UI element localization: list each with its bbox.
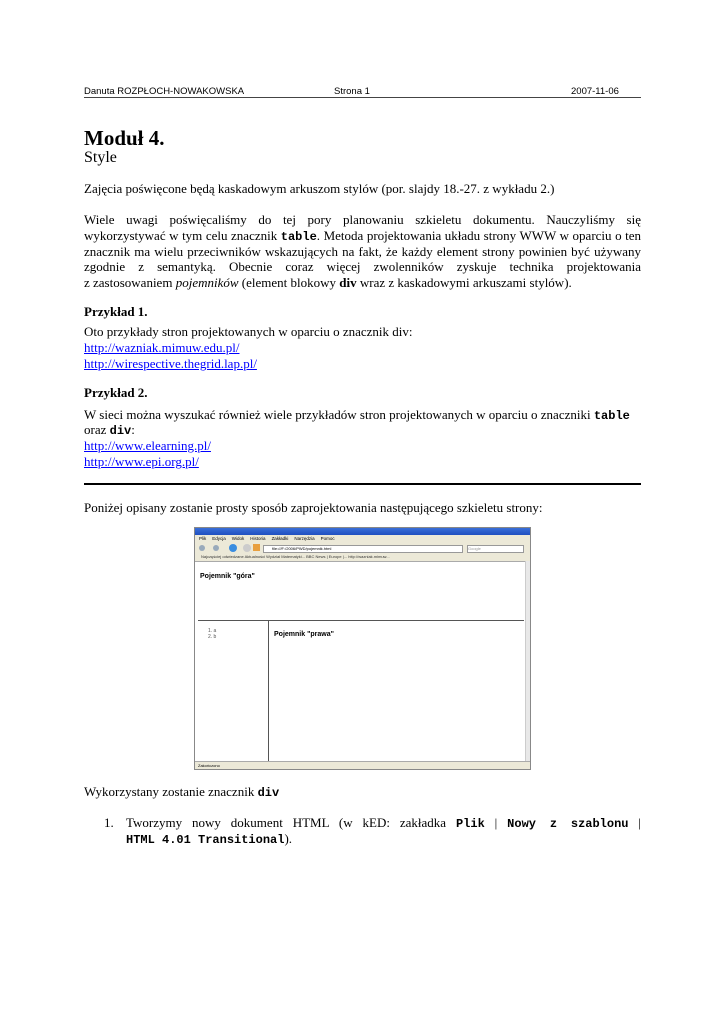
header-author: Danuta ROZPŁOCH-NOWAKOWSKA bbox=[84, 86, 245, 97]
example-2-heading: Przykład 2. bbox=[84, 385, 148, 400]
below-text: Poniżej opisany zostanie prosty sposób zaprojektowania następującego szkieletu strony: bbox=[84, 500, 543, 515]
container-left-list: 1. a 2. b bbox=[208, 628, 217, 640]
page-subtitle: Style bbox=[84, 149, 117, 166]
screenshot-search: Google bbox=[467, 545, 524, 553]
link-elearning[interactable]: http://www.elearning.pl/ bbox=[84, 438, 211, 453]
step-number: 1. bbox=[104, 815, 114, 830]
container-top-label: Pojemnik "góra" bbox=[200, 573, 255, 580]
back-icon bbox=[199, 545, 205, 551]
link-wirespective[interactable]: http://wirespective.thegrid.lap.pl/ bbox=[84, 356, 257, 371]
screenshot-navbar bbox=[195, 543, 530, 553]
screenshot-bookmarks: Najczęściej odwiedzane Aktualności Wydział Matematyki... BBC News | Europe |... http://wazniak.mimuw... bbox=[195, 553, 530, 562]
stop-icon bbox=[243, 544, 251, 552]
header-rule bbox=[84, 97, 641, 98]
screenshot-titlebar bbox=[195, 528, 530, 535]
page-title: Moduł 4. bbox=[84, 126, 165, 150]
container-right-label: Pojemnik "prawa" bbox=[274, 631, 334, 638]
para-line: z zastosowaniem pojemników (element blokowy div wraz z kaskadowymi arkuszami stylów). bbox=[84, 275, 572, 290]
link-epi[interactable]: http://www.epi.org.pl/ bbox=[84, 454, 199, 469]
para-line: Wiele uwagi poświęcaliśmy do tej pory planowaniu szkieletu dokumentu. Nauczyliśmy się bbox=[84, 212, 641, 227]
screenshot-scrollbar bbox=[525, 561, 530, 761]
example-1-heading: Przykład 1. bbox=[84, 304, 148, 319]
home-icon bbox=[253, 544, 260, 551]
step-1-line: Tworzymy nowy dokument HTML (w kED: zakładka Plik | Nowy z szablonu | bbox=[126, 815, 641, 831]
link-wazniak[interactable]: http://wazniak.mimuw.edu.pl/ bbox=[84, 340, 240, 355]
example-1-text: Oto przykłady stron projektowanych w oparciu o znacznik div: bbox=[84, 324, 413, 339]
screenshot-menubar: Plik Edycja Widok Historia Zakładki Narzędzia Pomoc bbox=[195, 535, 530, 543]
example-2-text: W sieci można wyszukać również wiele przykładów stron projektowanych w oparciu o znaczniki table bbox=[84, 407, 630, 423]
para-line: zgodnie z semantyką. Obecnie coraz więcej zwolenników zyskuje technika projektowania bbox=[84, 259, 641, 274]
used-text: Wykorzystany zostanie znacznik div bbox=[84, 784, 280, 800]
step-1-line: HTML 4.01 Transitional). bbox=[126, 831, 293, 847]
example-2-text: oraz div: bbox=[84, 422, 135, 438]
browser-screenshot bbox=[194, 527, 531, 770]
forward-icon bbox=[213, 545, 219, 551]
screenshot-status: Zakończono bbox=[195, 761, 530, 769]
para-line: znacznik ma wielu przeciwników wskazujących na fakt, że każdy element strony powinien być używany bbox=[84, 244, 641, 259]
reload-icon bbox=[229, 544, 237, 552]
header-page: Strona 1 bbox=[334, 86, 370, 97]
container-left-border bbox=[268, 621, 269, 761]
container-divider bbox=[198, 620, 524, 621]
screenshot-url: file:///F:/2006/PWD/pojemnik.html bbox=[263, 545, 463, 553]
intro-text: Zajęcia poświęcone będą kaskadowym arkuszom stylów (por. slajdy 18.-27. z wykładu 2.) bbox=[84, 181, 555, 196]
header-date: 2007-11-06 bbox=[571, 86, 619, 97]
para-line: wykorzystywać w tym celu znacznik table. Metoda projektowania układu strony WWW w oparciu o ten bbox=[84, 228, 642, 244]
section-divider bbox=[84, 483, 641, 485]
